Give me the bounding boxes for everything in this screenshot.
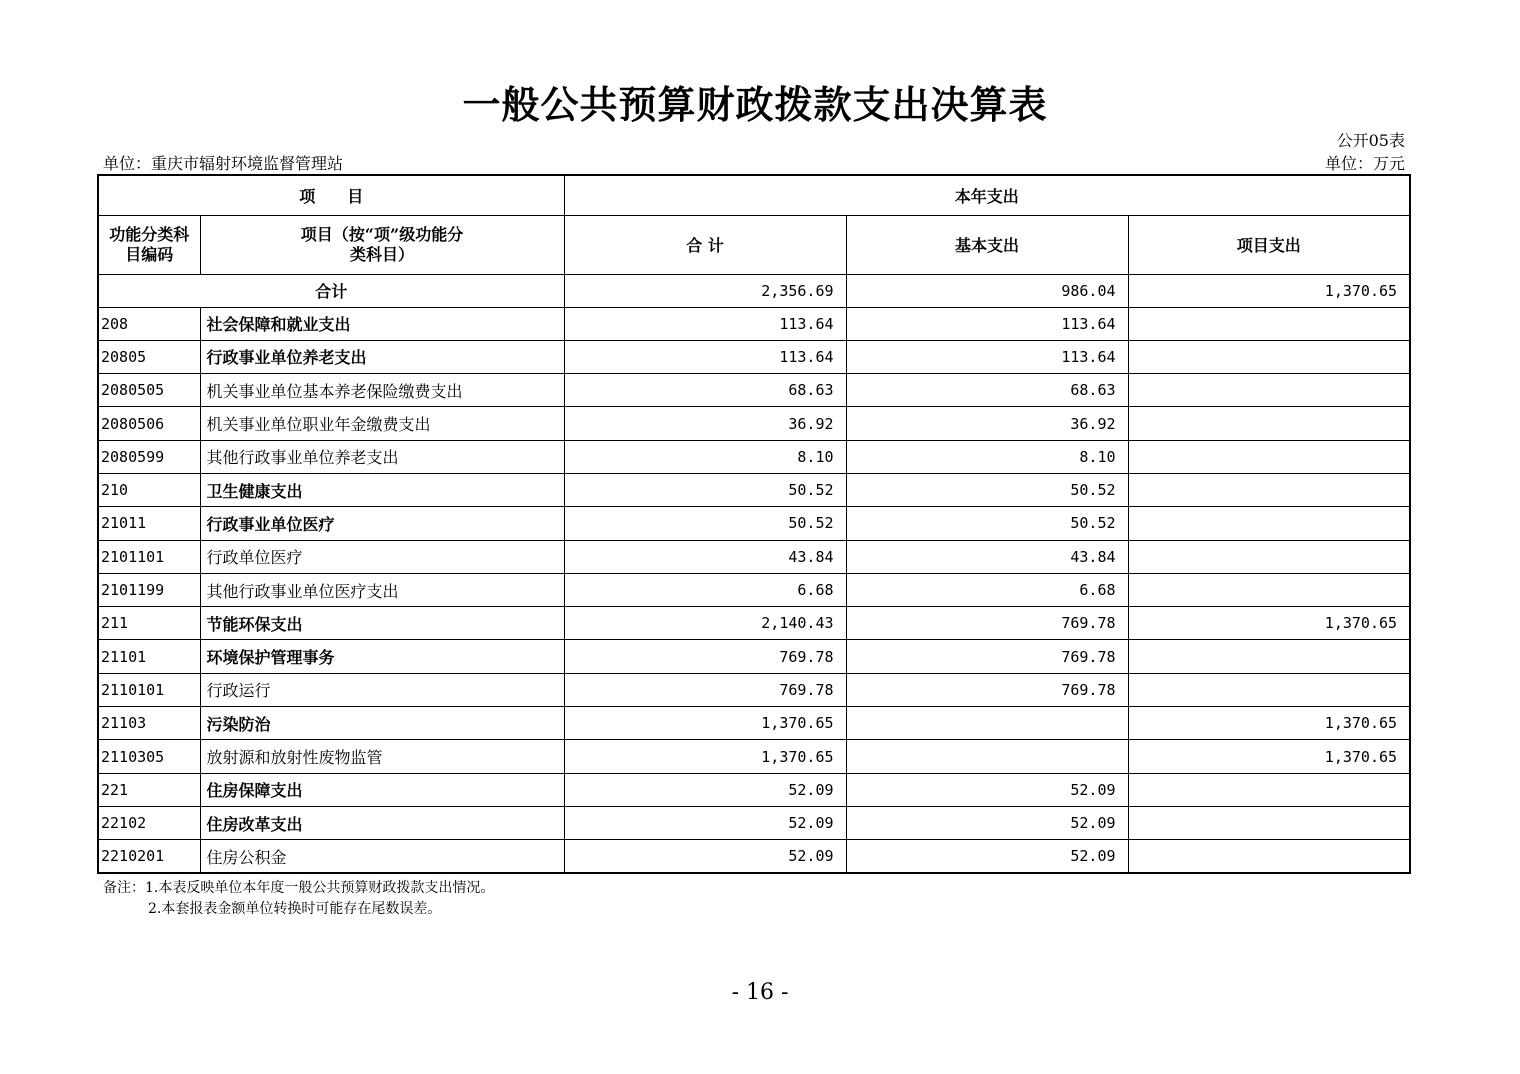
total-amount: 2,356.69	[564, 274, 846, 307]
row-project: 1,370.65	[1128, 740, 1410, 773]
row-project	[1128, 340, 1410, 373]
row-project	[1128, 507, 1410, 540]
row-basic: 8.10	[846, 440, 1128, 473]
row-project	[1128, 673, 1410, 706]
row-code: 2110101	[98, 673, 200, 706]
row-basic: 52.09	[846, 773, 1128, 806]
row-code: 2080506	[98, 407, 200, 440]
row-project	[1128, 806, 1410, 839]
row-project	[1128, 573, 1410, 606]
form-number: 公开05表	[1336, 131, 1405, 150]
row-name: 行政事业单位医疗	[200, 507, 564, 540]
header-project-expense: 项目支出	[1128, 215, 1410, 274]
table-row	[98, 673, 1410, 706]
row-project	[1128, 540, 1410, 573]
row-total: 8.10	[564, 440, 846, 473]
footnotes	[103, 878, 494, 920]
row-total: 68.63	[564, 374, 846, 407]
row-basic	[846, 707, 1128, 740]
table-row	[98, 806, 1410, 839]
table-row	[98, 607, 1410, 640]
row-basic	[846, 740, 1128, 773]
row-total: 36.92	[564, 407, 846, 440]
row-name: 行政事业单位养老支出	[200, 340, 564, 373]
row-project	[1128, 407, 1410, 440]
total-label: 合计	[98, 274, 564, 307]
row-total: 52.09	[564, 806, 846, 839]
row-basic: 68.63	[846, 374, 1128, 407]
row-project	[1128, 773, 1410, 806]
header-row-1	[98, 175, 1410, 215]
row-basic: 769.78	[846, 673, 1128, 706]
row-total: 52.09	[564, 773, 846, 806]
table-row	[98, 507, 1410, 540]
table-row	[98, 374, 1410, 407]
row-code: 2210201	[98, 840, 200, 873]
row-code: 210	[98, 473, 200, 506]
row-total: 50.52	[564, 473, 846, 506]
row-code: 2101199	[98, 573, 200, 606]
footnote-1: 备注：1.本表反映单位本年度一般公共预算财政拨款支出情况。	[103, 880, 495, 896]
table-row	[98, 573, 1410, 606]
page-title: 一般公共预算财政拨款支出决算表	[462, 82, 1048, 127]
table-row	[98, 473, 1410, 506]
table-row	[98, 540, 1410, 573]
footnote-2: 2.本套报表金额单位转换时可能存在尾数误差。	[148, 901, 442, 917]
row-code: 20805	[98, 340, 200, 373]
row-code: 2080599	[98, 440, 200, 473]
table-row	[98, 740, 1410, 773]
row-basic: 50.52	[846, 507, 1128, 540]
header-code: 功能分类科目编码	[98, 215, 200, 274]
row-basic: 43.84	[846, 540, 1128, 573]
row-basic: 769.78	[846, 640, 1128, 673]
row-total: 1,370.65	[564, 740, 846, 773]
row-basic: 52.09	[846, 806, 1128, 839]
row-total: 6.68	[564, 573, 846, 606]
row-basic: 50.52	[846, 473, 1128, 506]
row-name: 住房公积金	[200, 840, 564, 873]
header-this-year: 本年支出	[564, 175, 1410, 215]
row-code: 221	[98, 773, 200, 806]
header-basic: 基本支出	[846, 215, 1128, 274]
row-basic: 113.64	[846, 340, 1128, 373]
row-basic: 113.64	[846, 307, 1128, 340]
row-project	[1128, 374, 1410, 407]
row-total: 1,370.65	[564, 707, 846, 740]
row-code: 22102	[98, 806, 200, 839]
table-row	[98, 840, 1410, 873]
row-code: 211	[98, 607, 200, 640]
row-project	[1128, 640, 1410, 673]
row-name: 机关事业单位职业年金缴费支出	[200, 407, 564, 440]
row-project	[1128, 307, 1410, 340]
row-total: 43.84	[564, 540, 846, 573]
row-name: 社会保障和就业支出	[200, 307, 564, 340]
row-project	[1128, 440, 1410, 473]
total-project: 1,370.65	[1128, 274, 1410, 307]
header-row-2	[98, 215, 1410, 274]
row-name: 放射源和放射性废物监管	[200, 740, 564, 773]
row-name: 行政运行	[200, 673, 564, 706]
row-basic: 769.78	[846, 607, 1128, 640]
total-basic: 986.04	[846, 274, 1128, 307]
table-row	[98, 440, 1410, 473]
row-name: 其他行政事业单位养老支出	[200, 440, 564, 473]
row-total: 113.64	[564, 307, 846, 340]
row-total: 2,140.43	[564, 607, 846, 640]
row-name: 行政单位医疗	[200, 540, 564, 573]
table-row	[98, 407, 1410, 440]
row-name: 污染防治	[200, 707, 564, 740]
row-project	[1128, 473, 1410, 506]
row-code: 2080505	[98, 374, 200, 407]
row-total: 113.64	[564, 340, 846, 373]
row-basic: 6.68	[846, 573, 1128, 606]
header-total: 合 计	[564, 215, 846, 274]
total-row	[98, 274, 1410, 307]
row-name: 住房改革支出	[200, 806, 564, 839]
row-code: 21103	[98, 707, 200, 740]
row-total: 769.78	[564, 640, 846, 673]
row-total: 50.52	[564, 507, 846, 540]
row-project: 1,370.65	[1128, 607, 1410, 640]
row-name: 住房保障支出	[200, 773, 564, 806]
row-code: 2101101	[98, 540, 200, 573]
row-code: 21101	[98, 640, 200, 673]
row-project	[1128, 840, 1410, 873]
header-project: 项 目	[98, 175, 564, 215]
row-name: 卫生健康支出	[200, 473, 564, 506]
row-total: 769.78	[564, 673, 846, 706]
table-row	[98, 340, 1410, 373]
reporting-unit: 单位：重庆市辐射环境监督管理站	[103, 154, 344, 173]
row-basic: 36.92	[846, 407, 1128, 440]
table-row	[98, 640, 1410, 673]
table-row	[98, 707, 1410, 740]
row-code: 2110305	[98, 740, 200, 773]
page-number: - 16 -	[731, 980, 789, 1005]
header-item-name: 项目（按“项”级功能分类科目）	[200, 215, 564, 274]
row-project: 1,370.65	[1128, 707, 1410, 740]
row-basic: 52.09	[846, 840, 1128, 873]
currency-unit: 单位：万元	[1324, 154, 1405, 173]
expenditure-table	[97, 174, 1411, 874]
row-name: 其他行政事业单位医疗支出	[200, 573, 564, 606]
table-row	[98, 773, 1410, 806]
row-name: 环境保护管理事务	[200, 640, 564, 673]
row-name: 节能环保支出	[200, 607, 564, 640]
row-name: 机关事业单位基本养老保险缴费支出	[200, 374, 564, 407]
row-code: 21011	[98, 507, 200, 540]
row-code: 208	[98, 307, 200, 340]
table-row	[98, 307, 1410, 340]
row-total: 52.09	[564, 840, 846, 873]
